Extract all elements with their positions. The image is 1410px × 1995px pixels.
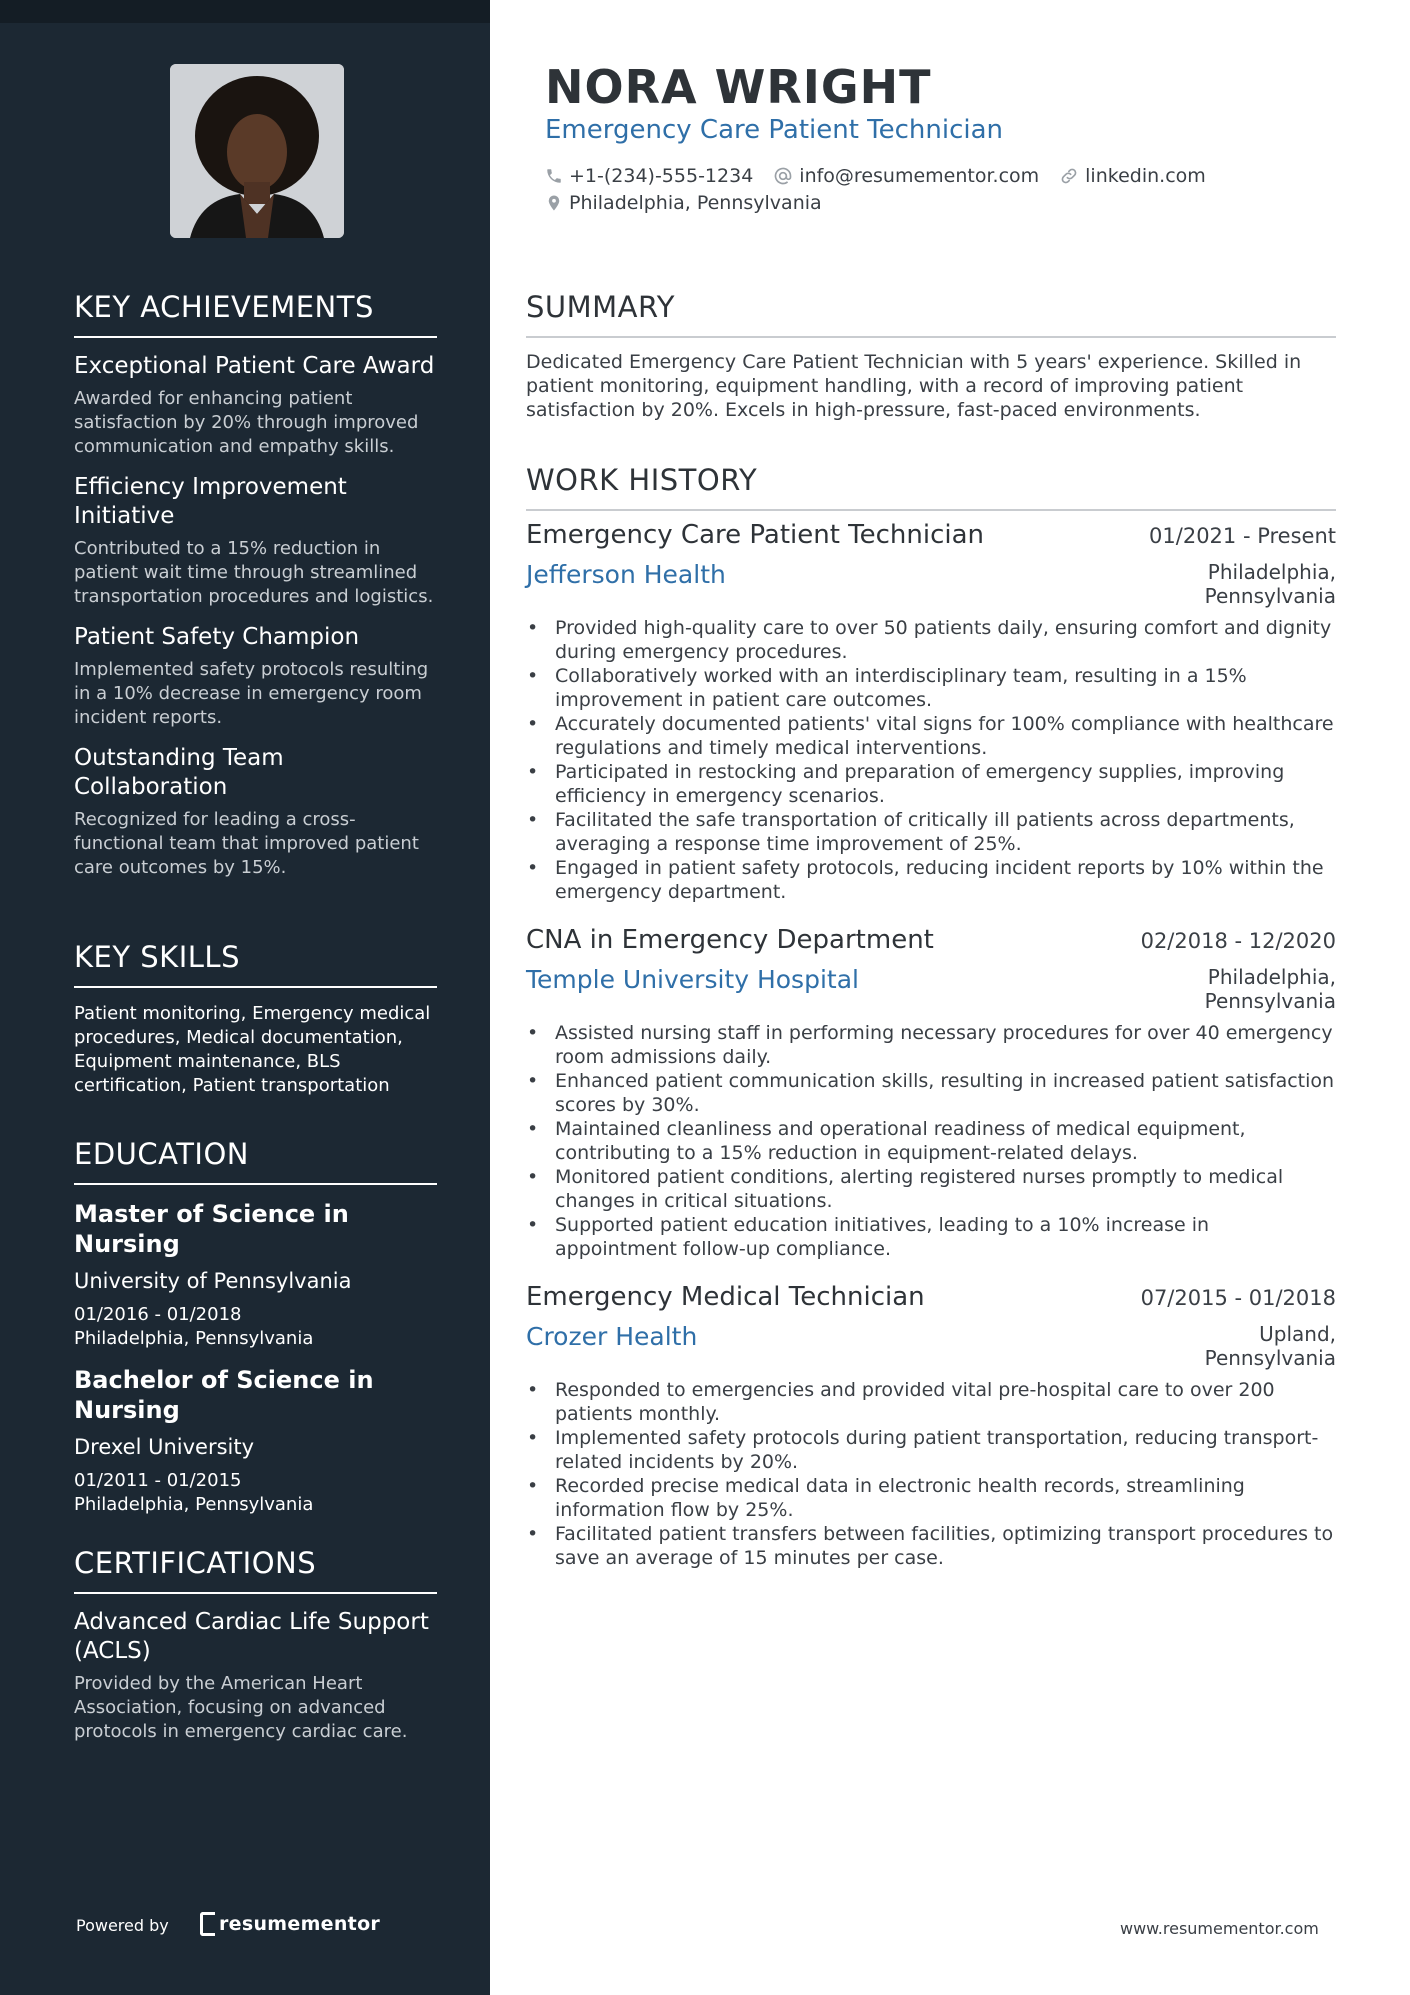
job-bullet: • Monitored patient conditions, alerting registered nurses promptly to medical changes in critical situations. [526, 1165, 1336, 1213]
skills-list: Patient monitoring, Emergency medical procedures, Medical documentation, Equipment maintenance, BLS certification, Patient transportation [74, 1003, 431, 1096]
achievement-item [74, 623, 437, 730]
job-bullet: • Recorded precise medical data in electronic health records, streamlining information flow by 25%. [526, 1474, 1336, 1522]
job-location: Philadelphia, Pennsylvania [1204, 965, 1336, 1013]
company-name: Temple University Hospital [526, 965, 859, 994]
avatar [170, 64, 344, 238]
job-bullet: • Engaged in patient safety protocols, reducing incident reports by 10% within the emergency department. [526, 856, 1336, 904]
job-bullet: • Facilitated the safe transportation of critically ill patients across departments, averaging a response time improvement of 25%. [526, 808, 1336, 856]
certification-item [74, 1608, 437, 1744]
achievement-item [74, 352, 437, 459]
job-bullet: • Supported patient education initiatives, leading to a 10% increase in appointment follow-up compliance. [526, 1213, 1336, 1261]
footer-url-link[interactable]: www.resumementor.com [1120, 1919, 1319, 1938]
job-bullet: • Participated in restocking and preparation of emergency supplies, improving efficiency in emergency scenarios. [526, 760, 1336, 808]
job-title: Emergency Care Patient Technician [526, 520, 985, 550]
achievement-title: Efficiency Improvement Initiative [74, 474, 347, 529]
key-achievements-heading: KEY ACHIEVEMENTS [74, 290, 437, 338]
job-title: CNA in Emergency Department [526, 925, 934, 955]
work-history-heading: WORK HISTORY [526, 463, 1336, 511]
link-icon [1059, 166, 1079, 186]
achievement-title: Exceptional Patient Care Award [74, 353, 435, 379]
achievement-desc: Contributed to a 15% reduction in patient wait time through streamlined transportation procedures and logistics. [74, 538, 434, 607]
job-bullets [526, 1021, 1336, 1261]
brand-logo[interactable] [200, 1912, 380, 1936]
certification-desc: Provided by the American Heart Association, focusing on advanced protocols in emergency cardiac care. [74, 1673, 408, 1742]
company-name: Crozer Health [526, 1322, 698, 1351]
job-bullet: • Facilitated patient transfers between facilities, optimizing transport procedures to save an average of 15 minutes per case. [526, 1522, 1336, 1570]
candidate-title: Emergency Care Patient Technician [545, 115, 1004, 145]
certification-title: Advanced Cardiac Life Support (ACLS) [74, 1609, 429, 1664]
job-bullet: • Collaboratively worked with an interdisciplinary team, resulting in a 15% improvement in patient care outcomes. [526, 664, 1336, 712]
job-location: Upland, Pennsylvania [1204, 1322, 1336, 1370]
contact-linkedin[interactable] [1059, 165, 1206, 187]
education-dates: 01/2016 - 01/2018 [74, 1304, 242, 1325]
education-school: Drexel University [74, 1435, 255, 1459]
education-heading: EDUCATION [74, 1137, 437, 1185]
education-degree: Master of Science in Nursing [74, 1200, 349, 1258]
education-item [74, 1199, 437, 1351]
company-name: Jefferson Health [526, 560, 726, 589]
achievement-title: Outstanding Team Collaboration [74, 745, 284, 800]
education-section [74, 1137, 437, 1517]
job-bullets [526, 1378, 1336, 1570]
phone-text: +1-(234)-555-1234 [569, 165, 754, 187]
linkedin-text: linkedin.com [1085, 165, 1206, 187]
job-bullet: • Provided high-quality care to over 50 patients daily, ensuring comfort and dignity during emergency procedures. [526, 616, 1336, 664]
powered-by-label: Powered by [76, 1916, 169, 1935]
job-entry [526, 925, 1336, 1261]
sidebar-top-bar [0, 0, 490, 23]
key-skills-section [74, 940, 437, 1098]
achievement-item [74, 473, 437, 609]
contact-row [545, 165, 1226, 187]
achievement-desc: Implemented safety protocols resulting in a 10% decrease in emergency room incident reports. [74, 659, 429, 728]
education-location: Philadelphia, Pennsylvania [74, 1494, 314, 1515]
job-entry [526, 520, 1336, 904]
certifications-heading: CERTIFICATIONS [74, 1546, 437, 1594]
job-dates: 01/2021 - Present [1149, 524, 1336, 548]
key-skills-heading: KEY SKILLS [74, 940, 437, 988]
contact-phone[interactable] [545, 165, 753, 187]
job-dates: 02/2018 - 12/2020 [1140, 929, 1336, 953]
summary-text: Dedicated Emergency Care Patient Technician with 5 years' experience. Skilled in patient monitoring, equipment handling, with a record of improving patient satisfaction by 20%. Excels in high-pressure, fast-paced environments. [526, 351, 1302, 421]
education-dates: 01/2011 - 01/2015 [74, 1470, 242, 1491]
profile-photo [170, 64, 344, 238]
job-bullet: • Enhanced patient communication skills, resulting in increased patient satisfaction scores by 30%. [526, 1069, 1336, 1117]
contact-row-location [545, 192, 842, 214]
at-icon [773, 166, 793, 186]
email-text: info@resumementor.com [799, 165, 1040, 187]
achievement-desc: Recognized for leading a cross-functional team that improved patient care outcomes by 15%. [74, 809, 419, 878]
contact-location [545, 192, 822, 214]
achievement-desc: Awarded for enhancing patient satisfaction by 20% through improved communication and empathy skills. [74, 388, 419, 457]
sidebar [0, 0, 490, 1995]
contact-email[interactable] [773, 165, 1039, 187]
certifications-section [74, 1546, 437, 1744]
education-location: Philadelphia, Pennsylvania [74, 1328, 314, 1349]
resumementor-logo-icon [200, 1912, 215, 1936]
job-bullet: • Implemented safety protocols during patient transportation, reducing transport-related incidents by 20%. [526, 1426, 1336, 1474]
brand-name: resumementor [219, 1913, 381, 1935]
candidate-name: NORA WRIGHT [545, 60, 932, 114]
education-school: University of Pennsylvania [74, 1269, 352, 1293]
job-location: Philadelphia, Pennsylvania [1204, 560, 1336, 608]
job-bullet: • Assisted nursing staff in performing necessary procedures for over 40 emergency room admissions daily. [526, 1021, 1336, 1069]
education-degree: Bachelor of Science in Nursing [74, 1366, 374, 1424]
summary-heading: SUMMARY [526, 290, 1336, 338]
key-achievements-section [74, 290, 437, 880]
job-title: Emergency Medical Technician [526, 1282, 925, 1312]
job-entry [526, 1282, 1336, 1570]
job-bullets [526, 616, 1336, 904]
job-dates: 07/2015 - 01/2018 [1140, 1286, 1336, 1310]
phone-icon [545, 167, 563, 185]
job-bullet: • Maintained cleanliness and operational readiness of medical equipment, contributing to a 15% reduction in equipment-related delays. [526, 1117, 1336, 1165]
education-item [74, 1365, 437, 1517]
job-bullet: • Responded to emergencies and provided vital pre-hospital care to over 200 patients monthly. [526, 1378, 1336, 1426]
achievement-item [74, 744, 437, 880]
achievement-title: Patient Safety Champion [74, 624, 360, 650]
location-text: Philadelphia, Pennsylvania [569, 192, 822, 214]
location-pin-icon [545, 193, 563, 213]
job-bullet: • Accurately documented patients' vital signs for 100% compliance with healthcare regulations and timely medical interventions. [526, 712, 1336, 760]
